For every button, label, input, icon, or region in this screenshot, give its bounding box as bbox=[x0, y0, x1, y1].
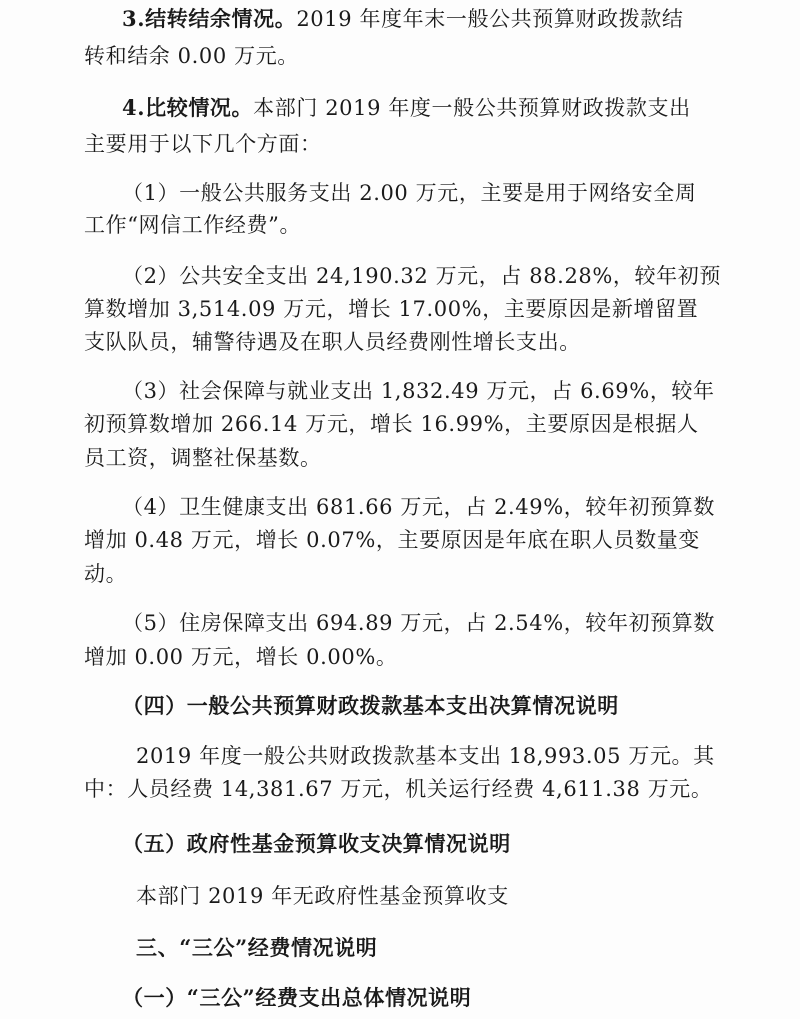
para-carryover-text: 2019 年度年末一般公共预算财政拨款结 bbox=[296, 7, 684, 31]
para-carryover-line-2: 转和结余 0.00 万元。 bbox=[84, 44, 299, 68]
item-3-line-2: 初预算数增加 266.14 万元，增长 16.99%，主要原因是根据人 bbox=[84, 412, 699, 436]
item-3-line-1: （3）社会保障与就业支出 1,832.49 万元，占 6.69%，较年 bbox=[122, 379, 715, 403]
item-1-line-1: （1）一般公共服务支出 2.00 万元，主要是用于网络安全周 bbox=[122, 181, 697, 205]
item-4-line-1: （4）卫生健康支出 681.66 万元，占 2.49%，较年初预算数 bbox=[122, 495, 715, 519]
item-1-line-2: 工作“网信工作经费”。 bbox=[84, 213, 302, 237]
subsection-three-public-overview-heading: （一）“三公”经费支出总体情况说明 bbox=[122, 985, 472, 1010]
section-basic-expenditure-line-2: 中：人员经费 14,381.67 万元，机关运行经费 4,611.38 万元。 bbox=[84, 777, 713, 801]
item-5-line-1: （5）住房保障支出 694.89 万元，占 2.54%，较年初预算数 bbox=[122, 611, 715, 635]
para-comparison-line-2: 主要用于以下几个方面： bbox=[84, 132, 322, 156]
para-carryover-heading: 3.结转结余情况。 bbox=[122, 6, 297, 31]
item-4-line-3: 动。 bbox=[84, 562, 128, 586]
section-government-fund-line-1: 本部门 2019 年无政府性基金预算收支 bbox=[136, 884, 509, 908]
para-carryover-line-1 bbox=[122, 4, 683, 34]
para-comparison-text: 本部门 2019 年度一般公共预算财政拨款支出 bbox=[253, 96, 691, 120]
section-three-public-heading: 三、“三公”经费情况说明 bbox=[136, 935, 378, 960]
item-2-line-2: 算数增加 3,514.09 万元，增长 17.00%，主要原因是新增留置 bbox=[84, 297, 699, 321]
item-4-line-2: 增加 0.48 万元，增长 0.07%，主要原因是年底在职人员数量变 bbox=[84, 528, 700, 552]
item-3-line-3: 员工资，调整社保基数。 bbox=[84, 446, 322, 470]
item-2-line-3: 支队队员，辅警待遇及在职人员经费刚性增长支出。 bbox=[84, 330, 581, 354]
section-basic-expenditure-line-1: 2019 年度一般公共财政拨款基本支出 18,993.05 万元。其 bbox=[136, 744, 715, 768]
section-government-fund-heading: （五）政府性基金预算收支决算情况说明 bbox=[122, 831, 511, 856]
section-basic-expenditure-heading: （四）一般公共预算财政拨款基本支出决算情况说明 bbox=[122, 693, 619, 718]
para-comparison-line-1 bbox=[122, 93, 691, 123]
para-comparison-heading: 4.比较情况。 bbox=[122, 95, 254, 120]
item-5-line-2: 增加 0.00 万元，增长 0.00%。 bbox=[84, 645, 398, 669]
item-2-line-1: （2）公共安全支出 24,190.32 万元，占 88.28%，较年初预 bbox=[122, 264, 721, 288]
